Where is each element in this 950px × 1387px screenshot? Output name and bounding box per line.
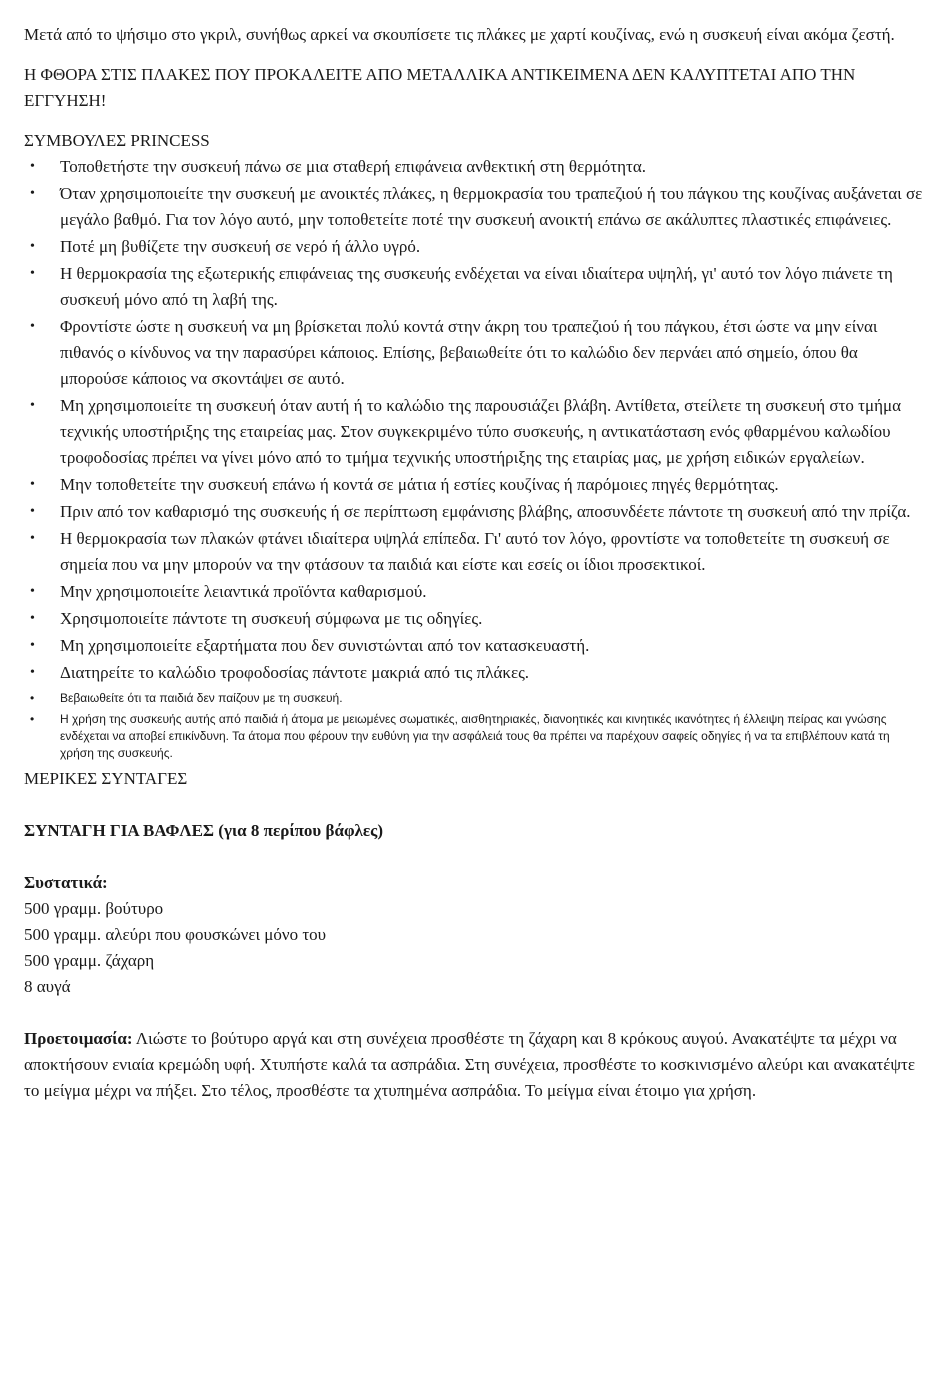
ingredients-label: Συστατικά:	[24, 873, 108, 892]
list-item: • Μη χρησιμοποιείτε εξαρτήματα που δεν συνιστώνται από τον κατασκευαστή.	[24, 633, 926, 659]
list-item: • Η θερμοκρασία της εξωτερικής επιφάνειας της συσκευής ενδέχεται να είναι ιδιαίτερα υψηλή, γι' αυτό τον λόγο πιάνετε τη συσκευή μόνο από τη λαβή της.	[24, 261, 926, 313]
recipes-heading: ΜΕΡΙΚΕΣ ΣΥΝΤΑΓΕΣ	[24, 769, 188, 788]
list-item: • Πριν από τον καθαρισμό της συσκευής ή σε περίπτωση εμφάνισης βλάβης, αποσυνδέετε πάντοτε τη συσκευή από την πρίζα.	[24, 499, 926, 525]
intro-paragraph: Μετά από το ψήσιμο στο γκριλ, συνήθως αρκεί να σκουπίσετε τις πλάκες με χαρτί κουζίνας, ενώ η συσκευή είναι ακόμα ζεστή.	[24, 25, 895, 44]
tips-list	[24, 154, 926, 762]
preparation-text: Λιώστε το βούτυρο αργά και στη συνέχεια προσθέστε τη ζάχαρη και 8 κρόκους αυγού. Ανακατέψτε τα μέχρι να αποκτήσουν ενιαία κρεμώδη υφή. Χτυπήστε καλά τα ασπράδια. Στη συνέχεια, προσθέστε το κοσκινισμένο αλεύρι και ανακατέψτε το μείγμα μέχρι να πήξει. Στο τέλος, προσθέστε τα χτυπημένα ασπράδια. Το μείγμα είναι έτοιμο για χρήση.	[24, 1029, 916, 1100]
list-item: • Μην χρησιμοποιείτε λειαντικά προϊόντα καθαρισμού.	[24, 579, 926, 605]
ingredient-item: 500 γραμμ. ζάχαρη	[24, 951, 155, 970]
list-item: • Τοποθετήστε την συσκευή πάνω σε μια σταθερή επιφάνεια ανθεκτική στη θερμότητα.	[24, 154, 926, 180]
list-item: • Η χρήση της συσκευής αυτής από παιδιά ή άτομα με μειωμένες σωματικές, αισθητηριακές, διανοητικές και κινητικές ικανότητες ή έλλειψη πείρας και γνώσης ενδέχεται να αποβεί επικίνδυνη. Τα άτομα που φέρουν την ευθύνη για την ασφάλειά τους θα πρέπει να παρέχουν σαφείς οδηγίες ή να τα επιβλέπουν κατά τη χρήση της συσκευής.	[24, 711, 926, 762]
ingredient-item: 500 γραμμ. αλεύρι που φουσκώνει μόνο του	[24, 925, 327, 944]
preparation-paragraph	[24, 1026, 926, 1104]
warranty-warning: Η ΦΘΟΡΑ ΣΤΙΣ ΠΛΑΚΕΣ ΠΟΥ ΠΡΟΚΑΛΕΙΤΕ ΑΠΟ ΜΕΤΑΛΛΙΚΑ ΑΝΤΙΚΕΙΜΕΝΑ ΔΕΝ ΚΑΛΥΠΤΕΤΑΙ ΑΠΟ ΤΗΝ ΕΓΓΥΗΣΗ!	[24, 65, 856, 110]
list-item: • Μην τοποθετείτε την συσκευή επάνω ή κοντά σε μάτια ή εστίες κουζίνας ή παρόμοιες πηγές θερμότητας.	[24, 472, 926, 498]
list-item: • Η θερμοκρασία των πλακών φτάνει ιδιαίτερα υψηλά επίπεδα. Γι' αυτό τον λόγο, φροντίστε να τοποθετείτε τη συσκευή σε σημεία που να μην μπορούν να την φτάσουν τα παιδιά και είστε και εσείς οι ίδιοι προσεκτικοί.	[24, 526, 926, 578]
preparation-label: Προετοιμασία:	[24, 1029, 133, 1048]
list-item: • Ποτέ μη βυθίζετε την συσκευή σε νερό ή άλλο υγρό.	[24, 234, 926, 260]
ingredients-block	[24, 870, 926, 1000]
list-item: • Μη χρησιμοποιείτε τη συσκευή όταν αυτή ή το καλώδιο της παρουσιάζει βλάβη. Αντίθετα, στείλετε τη συσκευή στο τμήμα τεχνικής υποστήριξης της εταιρείας μας. Στον συγκεκριμένο τύπο συσκευής, η αντικατάσταση ενός φθαρμένου καλωδίου τροφοδοσίας πρέπει να γίνει μόνο από το τμήμα τεχνικής υποστήριξης της εταιρίας μας, με χρήση ειδικών εργαλείων.	[24, 393, 926, 471]
list-item: • Χρησιμοποιείτε πάντοτε τη συσκευή σύμφωνα με τις οδηγίες.	[24, 606, 926, 632]
tips-heading: ΣΥΜΒΟΥΛΕΣ PRINCESS	[24, 131, 210, 150]
list-item: • Όταν χρησιμοποιείτε την συσκευή με ανοικτές πλάκες, η θερμοκρασία του τραπεζιού ή του πάγκου της κουζίνας αυξάνεται σε μεγάλο βαθμό. Για τον λόγο αυτό, μην τοποθετείτε ποτέ την συσκευή ανοικτή επάνω σε ακάλυπτες πλαστικές επιφάνειες.	[24, 181, 926, 233]
list-item: • Βεβαιωθείτε ότι τα παιδιά δεν παίζουν με τη συσκευή.	[24, 690, 926, 707]
ingredient-item: 500 γραμμ. βούτυρο	[24, 899, 164, 918]
list-item: • Διατηρείτε το καλώδιο τροφοδοσίας πάντοτε μακριά από τις πλάκες.	[24, 660, 926, 686]
ingredient-item: 8 αυγά	[24, 977, 71, 996]
list-item: • Φροντίστε ώστε η συσκευή να μη βρίσκεται πολύ κοντά στην άκρη του τραπεζιού ή του πάγκου, έτσι ώστε να μην είναι πιθανός ο κίνδυνος να την παρασύρει κάποιος. Επίσης, βεβαιωθείτε ότι το καλώδιο δεν περνάει από σημείο, όπου θα μπορούσε κάποιος να σκοντάψει σε αυτό.	[24, 314, 926, 392]
waffle-recipe-title: ΣΥΝΤΑΓΗ ΓΙΑ ΒΑΦΛΕΣ (για 8 περίπου βάφλες)	[24, 821, 384, 840]
